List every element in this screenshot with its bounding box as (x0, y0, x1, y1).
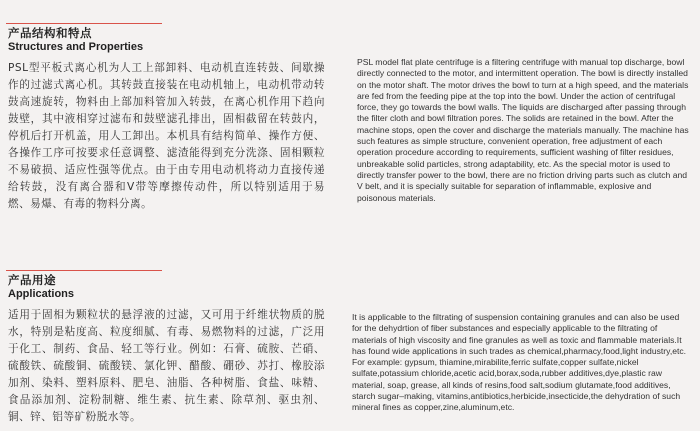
structure-title-cn: 产品结构和特点 (8, 28, 92, 40)
section-divider-bottom (6, 270, 162, 271)
applications-body-cn: 适用于固相为颗粒状的悬浮液的过滤，又可用于纤维状物质的脱水，特别是粘度高、粒度细腻、有毒、易燃物料的过滤，广泛用于化工、制药、食品、轻工等行业。例如：石膏、硫胺、芒硝、硫酸铁、硫酸铜、硫酸镁、氯化钾、醋酸、硼砂、苏打、橡胶添加剂、染料、塑料原料、肥皂、油脂、各种树脂、食盐、味精、食品添加剂、淀粉制糖、维生素、抗生素、除草剂、驱虫剂、铜、锌、铝等矿粉脱水等。 (8, 309, 325, 423)
structure-body-cn: PSL型平板式离心机为人工上部卸料、电动机直连转鼓、间歇操作的过滤式离心机。其转鼓直接装在电动机轴上，电动机带动转鼓高速旋转，物料由上部加料管加入转鼓，在离心机作用下趋向鼓壁，其中液相穿过滤布和鼓壁滤孔排出，固相截留在转鼓内，停机后打开机盖，用人工卸出。本机具有结构简单、操作方便、各操作工序可按要求任意调整、滤渣能得到充分洗涤、固相颗粒不易破损、适应性强等优点。由于由专用电动机将动力直接传递给转鼓，没有离合器和V带等摩擦传动件，所以特别适用于易燃、易爆、有毒的物料分离。 (8, 62, 325, 210)
applications-title-cn: 产品用途 (8, 275, 56, 287)
structure-title-en: Structures and Properties (8, 41, 144, 53)
applications-body-en: It is applicable to the filtrating of suspension containing granules and can also be used for the dehydrtion of fiber substances and especially applicable to the filtrating of materials of high viscosity and fine granules as well as toxic and flammable materials.It has found wide applications in such trades as chemical,pharmacy,food,light industry,etc. For example: gypsum, thiamine,mirabilite,ferric sulfate,copper sulfate,nickel sulfate,potassium chloride,acetic acid,borax,soda,rubber additives,dye,plastic raw material, soap, grease, all kinds of resins,food salt,sodium glutamate,food additives, starch sugar–making, vitamins,antibiotics,herbicide,insecticide,the dehydration of such mineral fines as copper,zine,aluminum,etc. (352, 312, 687, 413)
structure-body-en: PSL model flat plate centrifuge is a filtering centrifuge with manual top discharge, bowl directly connected to the motor, and intermittent operation. The bowl is directly installed on the motor shaft. The motor drives the bowl to turn at a high speed, and the materials are fed from the feeding pipe at the top into the bowl. Under the action of centrifugal force, they go towards the bowl walls. The liquids are discharged after passing through the filter cloth and bowl filtration pores. The solids are retained in the bowl. After the machine stops, open the cover and discharge the materials manually. The machine has such features as simple structure, convenient operation, free adjustment of each operation procedure according to requirements, sufficient washing of filter residues, unbreakable solid particles, strong adaptability, etc. As the special motor is used to directly transfer power to the bowl, there are no friction driving parts such as clutch and V belt, and it is specially suitable for separation of inflammable, explosive and poisonous materials. (357, 57, 689, 203)
applications-title-en: Applications (8, 288, 75, 300)
structure-heading (8, 28, 143, 54)
applications-heading (8, 275, 74, 301)
section-divider-top (6, 23, 162, 24)
